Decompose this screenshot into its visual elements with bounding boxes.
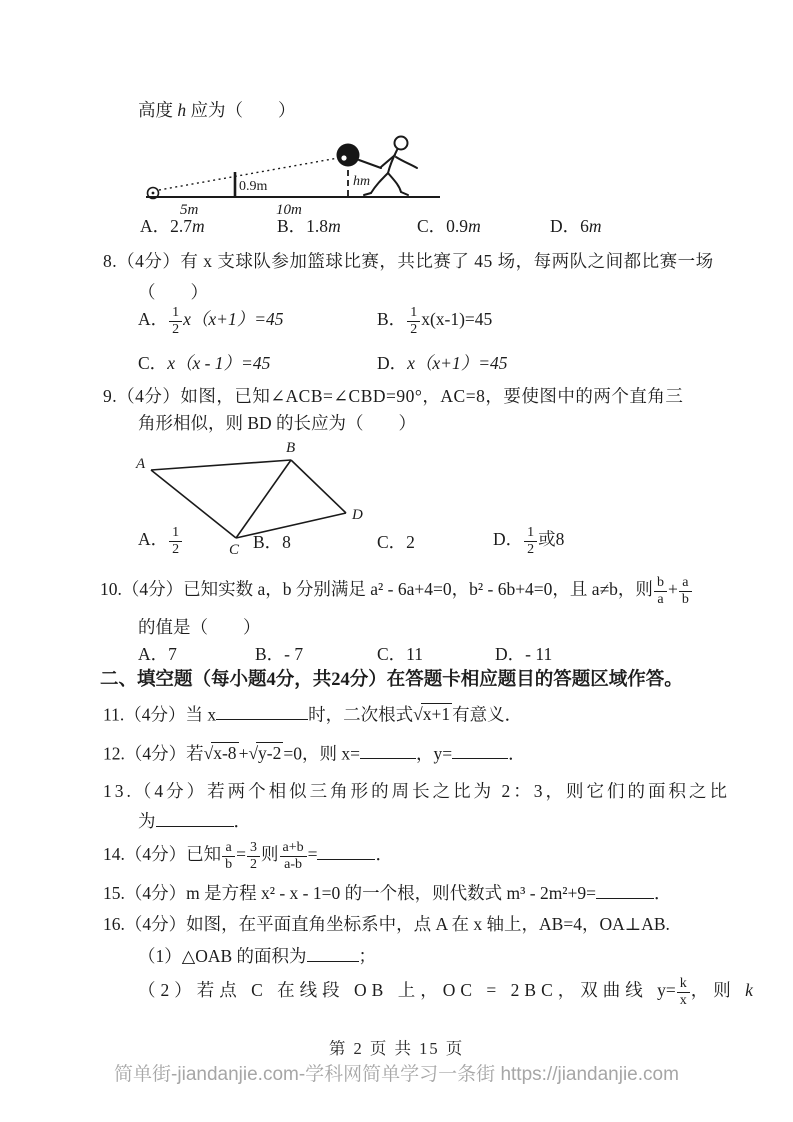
q9-option-d: [493, 525, 564, 557]
q14-mid: 则: [261, 844, 279, 865]
q10-option-c: C．11: [377, 644, 424, 664]
q7-option-b-unit: m: [328, 216, 341, 236]
fraction-numerator: 3: [247, 840, 260, 857]
q7-figure-lines: [146, 158, 440, 199]
fraction-numerator: a+b: [280, 840, 307, 857]
q7-option-d-unit: m: [588, 216, 602, 236]
q10-line1: [100, 575, 693, 607]
q7-option-a-unit: m: [192, 216, 205, 236]
q8-option-b: [377, 305, 492, 337]
q9-option-d-fraction: [523, 525, 538, 557]
q9-figure-label-a: A: [136, 456, 146, 472]
q11-post: 有意义．: [452, 704, 523, 725]
q11: [103, 703, 522, 727]
q16-line1: 16.（4分）如图，在平面直角坐标系中，点 A 在 x 轴上，AB=4，OA⊥AB.: [103, 914, 670, 934]
q15-text: 15.（4分）m 是方程 x² - x - 1=0 的一个根，则代数式 m³ - 2m²+9=: [103, 883, 597, 903]
q13-line1: 13.（4分）若两个相似三角形的周长之比为 2：3，则它们的面积之比: [103, 781, 730, 801]
q7-stem-var: h: [177, 100, 187, 120]
q7-option-b-text: B．1.8: [277, 216, 329, 236]
q10-option-b: B．- 7: [255, 644, 304, 664]
fraction-denominator: 2: [172, 321, 180, 337]
q9-option-d-label: D．: [493, 529, 524, 550]
q9-option-c: C．2: [377, 532, 415, 552]
q12-radicand-2: y-2: [258, 743, 282, 764]
q14-blank: [317, 843, 375, 860]
ball-highlight: [341, 155, 346, 160]
q16-sub1-post: ；: [358, 946, 377, 966]
q8-option-b-label: B．: [377, 309, 407, 330]
q11-blank: [216, 703, 308, 720]
q13-line2-text: 为: [138, 811, 156, 831]
q7-option-a-text: A．2.7: [140, 216, 193, 236]
q14: [103, 840, 393, 872]
q8-head: 8.（4分）有 x 支球队参加篮球比赛，共比赛了 45 场，每两队之间都比赛一场: [103, 251, 714, 271]
q7-stem-rest: 应为（ ）: [186, 100, 296, 120]
q12-text: 12.（4分）若: [103, 743, 204, 764]
launch-point-icon: [152, 192, 155, 195]
q7-stem-text: 高度: [138, 100, 178, 120]
q13-blank: [156, 810, 234, 827]
fraction-numerator: a: [679, 575, 692, 592]
q7-option-c-unit: m: [468, 216, 481, 236]
q15-blank: [596, 882, 654, 899]
watermark: 简单街-jiandanjie.com-学科网简单学习一条街 https://jiandanjie.com: [114, 1064, 679, 1085]
q16-sub2-k: k: [745, 980, 753, 1001]
q8-option-d: [377, 352, 508, 376]
q14-post: ．: [375, 844, 393, 865]
sqrt-icon: √: [413, 704, 423, 724]
q9-line1: 9.（4分）如图，已知∠ACB=∠CBD=90°，AC=8，要使图中的两个直角三: [103, 386, 684, 406]
fraction-denominator: 2: [527, 541, 535, 557]
fraction-denominator: b: [681, 591, 689, 607]
q7-figure-label-5m: 5m: [180, 202, 199, 217]
q7-option-d-text: D．6: [550, 216, 589, 236]
q14-fraction-2: [246, 840, 261, 872]
q12-blank-y: [452, 742, 508, 759]
fraction-numerator: 1: [169, 525, 182, 542]
q12-sqrt-2: [248, 742, 283, 766]
fraction-denominator: b: [225, 856, 233, 872]
q9-figure-label-d: D: [352, 507, 363, 523]
q13-line2: [138, 810, 251, 834]
sqrt-icon: √: [248, 743, 259, 763]
q8-option-c-formula: x（x - 1）=45: [167, 353, 271, 373]
q12-post: ．: [508, 743, 526, 764]
sqrt-icon: √: [203, 743, 214, 763]
q16-sub2-y-equals: y=: [657, 980, 676, 1001]
fraction-denominator: 2: [250, 856, 257, 872]
fraction-numerator: 1: [169, 305, 182, 322]
q8-paren: （ ）: [138, 282, 208, 302]
q12-mid: =0，则 x=: [283, 743, 360, 764]
q9-option-d-rest: 或8: [538, 529, 565, 550]
q14-equals-1: =: [236, 844, 246, 865]
q8-option-a-formula: x（x+1）=45: [183, 309, 284, 330]
q9-figure-label-b: B: [286, 440, 296, 456]
q14-fraction-3: [279, 840, 308, 872]
q16-sub2-mid: ，则: [690, 980, 746, 1001]
q9-option-b: B．8: [253, 532, 291, 552]
q11-text: 11.（4分）当 x: [103, 704, 217, 725]
fraction-denominator: x: [679, 992, 687, 1008]
q7-option-a: [140, 215, 205, 239]
q7-figure-label-10m: 10m: [276, 202, 302, 217]
q8-option-a-label: A．: [138, 309, 169, 330]
q8-option-b-formula: x(x-1)=45: [421, 309, 493, 330]
ball-icon: [337, 144, 360, 167]
q10-fraction-1: [653, 575, 668, 607]
q9-line2: 角形相似，则 BD 的长应为（ ）: [138, 413, 417, 433]
q10-fraction-2: [678, 575, 693, 607]
fraction-numerator: 1: [407, 305, 420, 322]
q8-option-a: [138, 305, 284, 337]
q15-post: ．: [654, 883, 672, 903]
q7-option-b: [277, 215, 341, 239]
q10-line1-text: 10.（4分）已知实数 a，b 分别满足 a² - 6a+4=0，b² - 6b+4=0，且 a≠b，则: [100, 579, 653, 600]
q7-option-d: [550, 215, 602, 239]
q15: [103, 882, 672, 906]
q8-option-c: [138, 352, 270, 376]
fraction-numerator: a: [222, 840, 235, 857]
q8-option-d-formula: x（x+1）=45: [407, 353, 508, 373]
fraction-denominator: 2: [410, 321, 418, 337]
q9-figure-label-c: C: [229, 542, 240, 556]
q7-option-c-text: C．0.9: [417, 216, 469, 236]
q12-radicand-1: x-8: [213, 743, 237, 764]
fraction-denominator: a-b: [284, 856, 302, 872]
q13-line2-post: ．: [233, 811, 251, 831]
fraction-numerator: b: [654, 575, 667, 592]
q7-figure-label-hm: hm: [353, 174, 371, 189]
q10-option-d: D．- 11: [495, 644, 553, 664]
q9-option-a-label: A．: [138, 529, 169, 550]
q12: [103, 742, 526, 766]
section2-header: 二、填空题（每小题4分，共24分）在答题卡相应题目的答题区域作答。: [100, 670, 683, 690]
q7-figure-label-09m: 0.9m: [239, 179, 268, 194]
q12-blank-x: [360, 742, 416, 759]
q10-plus-sign: +: [667, 579, 678, 600]
q9-option-a-fraction: [168, 525, 183, 557]
q16-sub1-text: （1）△OAB 的面积为: [138, 946, 307, 966]
fraction-denominator: 2: [172, 541, 180, 557]
fraction-numerator: k: [677, 976, 690, 993]
q12-mid2: ，y=: [416, 743, 453, 764]
q14-text: 14.（4分）已知: [103, 844, 222, 865]
page-number: 第 2 页 共 15 页: [328, 1039, 465, 1058]
q12-plus-sign: +: [238, 743, 249, 764]
q7-figure: [138, 117, 478, 217]
q16-fraction-kx: [676, 976, 691, 1008]
q16-sub2-text: （2）若点 C 在线段 OB 上，OC = 2BC，双曲线: [138, 980, 658, 1001]
q7-option-c: [417, 215, 481, 239]
q12-sqrt-1: [204, 742, 239, 766]
q11-mid: 时，二次根式: [308, 704, 414, 725]
q8-option-c-label: C．: [138, 353, 168, 373]
q11-radicand: x+1: [422, 704, 451, 725]
fraction-numerator: 1: [524, 525, 537, 542]
q10-line2: 的值是（ ）: [138, 617, 261, 637]
q8-option-a-fraction: [168, 305, 183, 337]
q16-sub1: [138, 945, 376, 969]
q16-sub1-blank: [307, 945, 359, 962]
q9-option-a: [138, 525, 183, 557]
q16-sub2: [138, 976, 753, 1008]
q11-sqrt: [413, 703, 452, 727]
q14-fraction-1: [221, 840, 236, 872]
fraction-denominator: a: [657, 591, 664, 607]
q8-option-d-label: D．: [377, 353, 408, 373]
q8-option-b-fraction: [406, 305, 421, 337]
q14-equals-2: =: [307, 844, 318, 865]
q10-option-a: A．7: [138, 644, 177, 664]
